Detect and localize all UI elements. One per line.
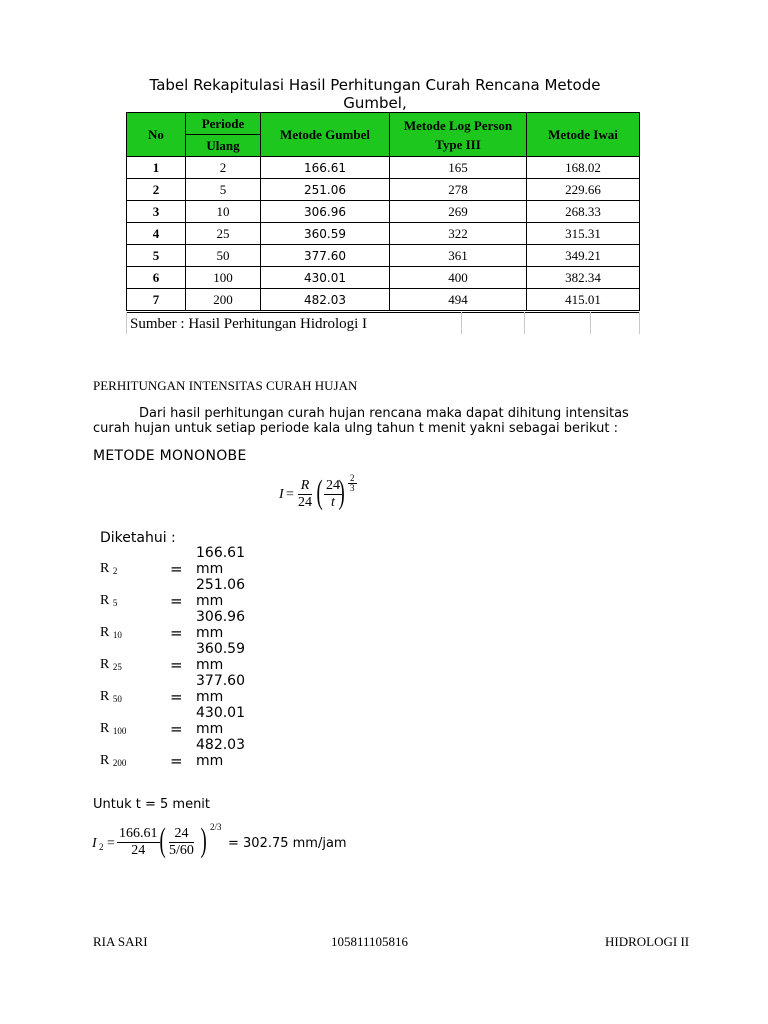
cell-no: 3 (127, 201, 186, 223)
known-equals: = (170, 656, 183, 674)
known-symbol-subscript: 100 (112, 726, 127, 736)
known-equals: = (170, 720, 183, 738)
table-row (127, 223, 640, 245)
cell-iwai: 315.31 (527, 223, 640, 245)
known-unit: mm (196, 721, 224, 737)
formula-paren-right: ) (338, 474, 345, 511)
cell-periode: 5 (186, 179, 261, 201)
cell-gumbel: 482.03 (261, 289, 390, 312)
known-symbol-letter: R (100, 593, 110, 608)
known-equals: = (170, 560, 183, 578)
table-row (127, 267, 640, 289)
footer-course: HIDROLOGI II (605, 934, 690, 949)
example-eq: = (107, 836, 115, 851)
cell-iwai: 382.34 (527, 267, 640, 289)
cell-gumbel: 166.61 (261, 157, 390, 179)
cell-periode: 25 (186, 223, 261, 245)
cell-log-person: 400 (390, 267, 527, 289)
cell-log-person: 269 (390, 201, 527, 223)
cell-no: 6 (127, 267, 186, 289)
table-row (127, 289, 640, 312)
known-symbol-subscript: 25 (112, 662, 122, 672)
example-paren-right: ) (200, 822, 207, 859)
known-value: 360.59 (196, 641, 245, 657)
formula-inner-num: 24 (326, 478, 340, 493)
formula-exponent (348, 474, 357, 493)
known-symbol-subscript: 200 (112, 758, 127, 768)
known-symbol-subscript: 50 (112, 694, 122, 704)
footer-id: 105811105816 (331, 934, 409, 949)
cell-periode: 2 (186, 157, 261, 179)
cell-gumbel: 377.60 (261, 245, 390, 267)
known-value: 430.01 (196, 705, 245, 721)
mononobe-formula (276, 473, 366, 516)
known-symbol (100, 625, 122, 641)
intro-text: Dari hasil perhitungan curah hujan rencana maka dapat dihitung intensitas curah hujan untuk setiap periode kala ulng tahun t menit yakni sebagai berikut : (93, 406, 629, 436)
formula-eq: = (286, 487, 294, 502)
example-inner-fraction (169, 826, 194, 859)
cell-log-person: 322 (390, 223, 527, 245)
header-gumbel: Metode Gumbel (261, 113, 390, 157)
known-symbol (100, 689, 122, 705)
example-fraction (117, 826, 160, 859)
cell-iwai: 415.01 (527, 289, 640, 312)
section-heading: PERHITUNGAN INTENSITAS CURAH HUJAN (93, 378, 358, 393)
known-symbol-letter: R (100, 753, 110, 768)
cell-iwai: 229.66 (527, 179, 640, 201)
known-unit: mm (196, 593, 224, 609)
cell-no: 4 (127, 223, 186, 245)
known-label: Diketahui : (100, 530, 176, 546)
example-inner-num: 24 (169, 826, 194, 843)
table-row (127, 201, 640, 223)
known-value: 377.60 (196, 673, 245, 689)
cell-iwai: 349.21 (527, 245, 640, 267)
header-periode: Periode (186, 113, 261, 135)
known-equals: = (170, 752, 183, 770)
known-unit: mm (196, 625, 224, 641)
table-source: Sumber : Hasil Perhitungan Hidrologi I (130, 316, 368, 332)
known-symbol (100, 721, 126, 737)
formula-lhs: I (279, 487, 284, 502)
formula-exp-num: 2 (350, 473, 355, 483)
header-iwai: Metode Iwai (527, 113, 640, 157)
known-equals: = (170, 688, 183, 706)
source-divider (126, 312, 127, 334)
known-symbol-subscript: 10 (112, 630, 122, 640)
known-equals: = (170, 624, 183, 642)
known-unit: mm (196, 753, 224, 769)
known-value: 166.61 (196, 545, 245, 561)
intro-paragraph (93, 406, 653, 436)
cell-iwai: 168.02 (527, 157, 640, 179)
known-value: 251.06 (196, 577, 245, 593)
table-row (127, 157, 640, 179)
cell-log-person: 278 (390, 179, 527, 201)
footer-author: RIA SARI (93, 934, 148, 949)
cell-periode: 200 (186, 289, 261, 312)
known-symbol (100, 657, 122, 673)
known-symbol-letter: R (100, 721, 110, 736)
known-symbol (100, 561, 117, 577)
cell-periode: 50 (186, 245, 261, 267)
header-log-person-line1: Metode Log Person (403, 117, 513, 133)
cell-gumbel: 306.96 (261, 201, 390, 223)
example-condition: Untuk t = 5 menit (93, 797, 211, 812)
source-divider (639, 312, 640, 334)
example-lhs-sub: 2 (99, 842, 104, 852)
example-den: 24 (131, 843, 146, 858)
source-divider (524, 312, 525, 334)
formula-num: R (298, 478, 312, 495)
cell-no: 5 (127, 245, 186, 267)
table-title: Tabel Rekapitulasi Hasil Perhitungan Curah Rencana Metode Gumbel, (149, 76, 601, 112)
cell-log-person: 361 (390, 245, 527, 267)
known-value: 482.03 (196, 737, 245, 753)
cell-no: 7 (127, 289, 186, 312)
example-lhs: I (92, 836, 97, 851)
formula-inner-den: t (331, 495, 335, 510)
header-log-person (390, 113, 527, 157)
example-exponent: 2/3 (210, 822, 222, 832)
header-ulang: Ulang (186, 135, 261, 157)
table-row (127, 179, 640, 201)
table-row (127, 245, 640, 267)
example-result: = 302.75 mm/jam (228, 836, 347, 851)
known-unit: mm (196, 561, 224, 577)
header-no: No (127, 113, 186, 157)
source-divider (461, 312, 462, 334)
known-symbol (100, 753, 126, 769)
cell-iwai: 268.33 (527, 201, 640, 223)
header-log-person-line2: Type III (435, 136, 481, 152)
formula-paren-left: ( (316, 474, 323, 511)
recap-table (126, 112, 640, 313)
cell-no: 2 (127, 179, 186, 201)
known-symbol-letter: R (100, 657, 110, 672)
known-value: 306.96 (196, 609, 245, 625)
known-equals: = (170, 592, 183, 610)
cell-log-person: 165 (390, 157, 527, 179)
table-body (127, 157, 640, 312)
known-symbol-subscript: 5 (112, 598, 118, 608)
example-formula (92, 822, 372, 866)
known-symbol (100, 593, 117, 609)
example-num: 166.61 (119, 826, 158, 841)
known-symbol-subscript: 2 (112, 566, 118, 576)
cell-periode: 10 (186, 201, 261, 223)
formula-den: 24 (298, 495, 312, 510)
example-paren-left: ( (159, 822, 166, 859)
cell-log-person: 494 (390, 289, 527, 312)
example-inner-den: 5/60 (169, 843, 194, 858)
formula-exp-den: 3 (350, 483, 355, 493)
known-symbol-letter: R (100, 561, 110, 576)
cell-no: 1 (127, 157, 186, 179)
known-symbol-letter: R (100, 625, 110, 640)
known-unit: mm (196, 689, 224, 705)
cell-gumbel: 251.06 (261, 179, 390, 201)
formula-fraction-r (298, 478, 312, 511)
known-unit: mm (196, 657, 224, 673)
method-heading: METODE MONONOBE (93, 448, 247, 464)
cell-gumbel: 430.01 (261, 267, 390, 289)
cell-gumbel: 360.59 (261, 223, 390, 245)
cell-periode: 100 (186, 267, 261, 289)
known-symbol-letter: R (100, 689, 110, 704)
source-divider (590, 312, 591, 334)
